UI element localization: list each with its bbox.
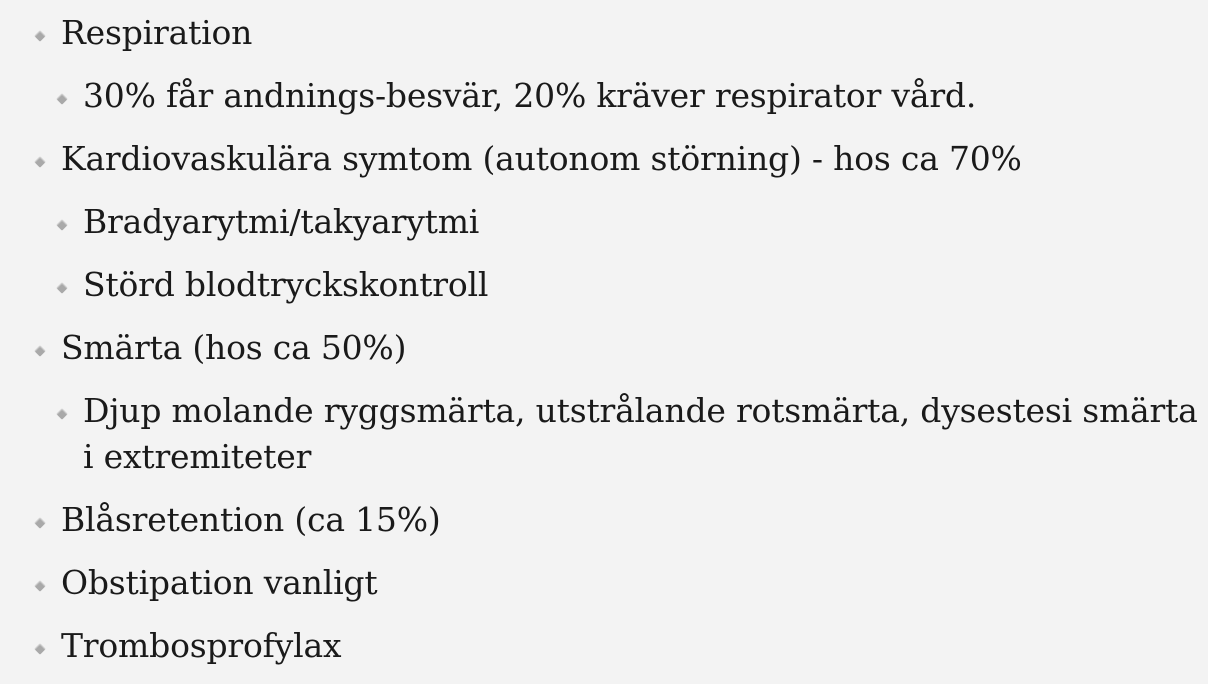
- diamond-bullet-icon: [34, 497, 48, 543]
- bullet-item: [34, 623, 341, 669]
- diamond-bullet-icon: [56, 388, 70, 434]
- diamond-bullet-icon: [34, 325, 48, 371]
- bullet-text: Respiration: [61, 13, 253, 52]
- sub-bullet-text: 30% får andnings-besvär, 20% kräver respirator vård.: [83, 76, 977, 115]
- sub-bullet-text: Djup molande ryggsmärta, utstrålande rotsmärta, dysestesi smärta i extremiteter: [83, 391, 1198, 476]
- bullet-text: Obstipation vanligt: [61, 563, 378, 602]
- diamond-bullet-icon: [56, 262, 70, 308]
- bullet-text: Blåsretention (ca 15%): [61, 500, 441, 539]
- bullet-text: Trombosprofylax: [61, 626, 342, 665]
- diamond-bullet-icon: [34, 136, 48, 182]
- diamond-bullet-icon: [34, 623, 48, 669]
- sub-bullet-text: Störd blodtryckskontroll: [83, 265, 489, 304]
- sub-bullet-item: [56, 199, 479, 245]
- bullet-item: [34, 136, 1022, 182]
- bullet-text: Smärta (hos ca 50%): [61, 328, 407, 367]
- sub-bullet-item: [56, 388, 1203, 480]
- sub-bullet-item: [56, 262, 488, 308]
- bullet-item: [34, 497, 441, 543]
- diamond-bullet-icon: [56, 199, 70, 245]
- bullet-text: Kardiovaskulära symtom (autonom störning) - hos ca 70%: [61, 139, 1022, 178]
- bullet-item: [34, 10, 252, 56]
- bullet-item: [34, 560, 377, 606]
- diamond-bullet-icon: [34, 10, 48, 56]
- sub-bullet-text: Bradyarytmi/takyarytmi: [83, 202, 480, 241]
- sub-bullet-item: [56, 73, 976, 119]
- diamond-bullet-icon: [34, 560, 48, 606]
- bullet-item: [34, 325, 406, 371]
- diamond-bullet-icon: [56, 73, 70, 119]
